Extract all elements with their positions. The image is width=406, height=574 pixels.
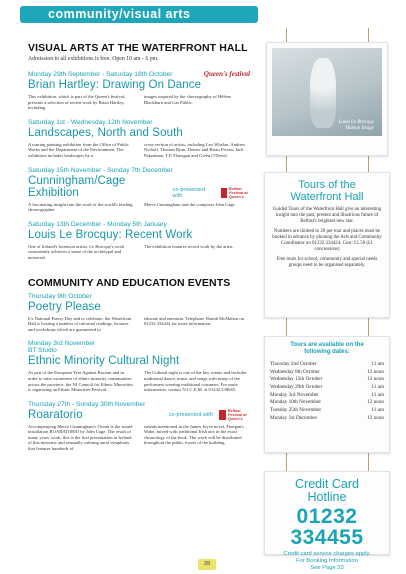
event-text-col2: images inspired by the choreography of Hélène Blackburn and Cas Public. bbox=[144, 94, 231, 105]
schedule-time: 11 am bbox=[371, 406, 384, 413]
event-text-col1: A fascinating insight into the work of the world's leading choreographer bbox=[28, 201, 133, 213]
community-heading: COMMUNITY AND EDUCATION EVENTS bbox=[28, 276, 231, 289]
event-poetry-please bbox=[28, 293, 250, 333]
schedule-day: Thursday 2nd October bbox=[270, 360, 317, 367]
schedule-row bbox=[265, 406, 389, 414]
event-title: Landscapes, North and South bbox=[28, 126, 183, 139]
tours-text-intro: Guided Tours of the Waterfront Hall give an interesting insight into the past, present and illustrious future of Belfast's brightest new star. bbox=[272, 207, 382, 224]
schedule-row bbox=[265, 368, 389, 376]
event-cunningham-cage bbox=[28, 167, 250, 213]
photo-card bbox=[266, 42, 388, 156]
schedule-time: 11 am bbox=[371, 391, 384, 398]
tour-schedule-card bbox=[264, 336, 390, 453]
schedule-day: Wednesday 15th October bbox=[270, 376, 323, 383]
sidebar bbox=[256, 28, 398, 571]
schedule-row bbox=[265, 398, 389, 406]
section-title: community/visual arts bbox=[48, 7, 191, 21]
event-brian-hartley bbox=[28, 70, 250, 111]
event-date: Thursday 27th - Sunday 30th November bbox=[28, 400, 146, 408]
event-date: Saturday 1st - Wednesday 12th November bbox=[28, 118, 153, 126]
visual-arts-subheading: Admission to all exhibitions is free. Open 10 am - 6 pm. bbox=[28, 56, 159, 62]
event-date: Monday 3rd November bbox=[28, 340, 96, 348]
event-date: Thursday 9th October bbox=[28, 292, 92, 300]
belfast-festival-logo bbox=[169, 409, 250, 421]
event-text-col1: As part of the European Year Against Racism and in order to raise awareness of ethnic minority communities across the province, the NI Council for Ethnic Minorities is organising an Ethnic Minorities Festival. bbox=[28, 370, 133, 393]
schedule-row bbox=[265, 391, 389, 399]
rope-decoration bbox=[368, 28, 369, 42]
main-column bbox=[28, 28, 250, 452]
header-dots-decoration bbox=[6, 11, 22, 19]
queens-festival-logo: Queen's festival bbox=[203, 70, 250, 78]
event-text-col2: educate and entertain. Telephone Niamh McMahon on 01232 334424 for more information. bbox=[144, 315, 244, 327]
rope-decoration bbox=[368, 318, 369, 336]
event-title: Roaratorio bbox=[28, 408, 83, 421]
section-title-bar bbox=[20, 6, 258, 23]
event-text-col2: The Cultural night is one of the key events and includes traditional dance, music and songs with many of the performers wearing traditional costumes. For more information, contact N.I.C.E.M. at 01232 238645. bbox=[144, 370, 247, 393]
schedule-day: Wednesday 29th October bbox=[270, 383, 323, 390]
festival-logo-text: Belfast Festival at Queen's bbox=[229, 186, 248, 199]
rope-decoration bbox=[286, 28, 287, 42]
event-text-col1: A touring painting exhibition from the Office of Public Works and the Department of the Environment. The exhibition includes landscapes by a bbox=[28, 141, 129, 158]
belfast-festival-logo bbox=[173, 187, 250, 199]
event-date: Monday 29th September - Saturday 18th October bbox=[28, 70, 173, 78]
schedule-time: 12 noon bbox=[367, 368, 384, 375]
rope-decoration bbox=[368, 156, 369, 172]
event-text-col2: Merce Cunningham and the composer John Cage. bbox=[144, 201, 236, 207]
event-text-col1: This exhibition, which is part of the Queen's festival, presents a selection of recent work by Brian Hartley, including bbox=[28, 94, 126, 111]
section-header bbox=[0, 0, 406, 26]
schedule-time: 12 noon bbox=[367, 399, 384, 406]
tours-card bbox=[264, 172, 390, 318]
hotline-title: Credit Card Hotline bbox=[295, 477, 359, 504]
event-title: Brian Hartley: Drawing On Dance bbox=[28, 79, 202, 91]
event-le-brocquy bbox=[28, 221, 250, 261]
schedule-day: Monday 10th November bbox=[270, 399, 322, 406]
festival-logo-text: Belfast Festival at Queen's bbox=[228, 408, 247, 421]
event-text-col1: Accompanying Merce Cunningham's Ocean is the sound installation ROARATORIO by John Cage. The result of many years' work, this is the first presentation in Ireland of this mesostic and sensually calming aural symphony that features hundreds of bbox=[28, 423, 133, 452]
event-text-col1: It's National Poetry Day and to celebrate, the Waterfront Hall is hosting a number of informal readings, lectures and workshops which are guaranteed to bbox=[28, 315, 132, 332]
sculpture-photo bbox=[272, 48, 382, 136]
co-presented-label: co-presented with bbox=[168, 411, 213, 418]
schedule-row bbox=[265, 375, 389, 383]
event-ethnic-minority bbox=[28, 340, 250, 392]
schedule-heading: Tours are available on the following dates: bbox=[290, 342, 364, 355]
schedule-day: Wednesday 8th October bbox=[270, 368, 320, 375]
rope-decoration bbox=[286, 318, 287, 336]
event-text-col2: The exhibition features recent work by the artist. bbox=[144, 243, 234, 249]
hotline-number: 01232 334455 bbox=[290, 505, 364, 549]
photo-caption: Louis Le Brocquy Human Image bbox=[338, 120, 374, 131]
event-date: Saturday 13th December - Monday 5th January bbox=[28, 220, 167, 228]
rope-decoration bbox=[368, 453, 369, 471]
schedule-day: Monday 1st December bbox=[270, 414, 318, 421]
event-text-col2: cross-section of artists, including Leo Whelan, Andrew Nicholl, Thomas Ryan, Denise and Brian Ferran, Jack Pakenham, T.P. Flanagan and Gwen O'Dowd. bbox=[144, 141, 246, 158]
tours-title: Tours of the Waterfront Hall bbox=[290, 179, 364, 203]
schedule-time: 12 noon bbox=[367, 414, 384, 421]
event-text-col2: sounds mentioned in the James Joyce novel, Finegan's Wake, mixed with traditional Irish airs in the exact chronology of the book. The work will be distributed throughout the public foyers of the building. bbox=[144, 423, 244, 446]
schedule-time: 12 noon bbox=[367, 376, 384, 383]
tours-text-booking: Numbers are limited to 20 per tour and places must be booked in advance by phoning the Arts and Community Coordinator on 01232 334424. Cost: £1.50 (£1 concessions) bbox=[272, 229, 382, 252]
rope-decoration bbox=[286, 453, 287, 471]
event-title: Poetry Please bbox=[28, 300, 101, 313]
event-text-col1: One of Ireland's foremost artists, Le Brocquy's work consistently achieves a sense of the archetypal and universal. bbox=[28, 243, 125, 260]
hotline-note: Credit card service charges apply. For Booking Information See Page 33 bbox=[283, 551, 371, 571]
credit-card-hotline-card bbox=[264, 471, 390, 571]
event-landscapes bbox=[28, 119, 250, 159]
schedule-time: 11 am bbox=[371, 383, 384, 390]
event-venue: BT Studio bbox=[28, 347, 57, 355]
schedule-row bbox=[265, 360, 389, 368]
tours-text-groups: Free tours for school, community and special needs groups need to be organised separately. bbox=[276, 257, 378, 268]
schedule-row bbox=[265, 414, 389, 422]
event-date: Saturday 15th November - Sunday 7th December bbox=[28, 166, 173, 174]
event-title: Louis Le Brocquy: Recent Work bbox=[28, 228, 193, 241]
schedule-row bbox=[265, 383, 389, 391]
sculpture-figure-image bbox=[310, 58, 336, 128]
event-title: Ethnic Minority Cultural Night bbox=[28, 355, 180, 368]
schedule-day: Monday 3rd November bbox=[270, 391, 319, 398]
rope-decoration bbox=[286, 156, 287, 172]
page-number: 39 bbox=[198, 559, 216, 570]
visual-arts-heading: VISUAL ARTS AT THE WATERFRONT HALL bbox=[28, 42, 248, 54]
festival-flag-icon bbox=[219, 410, 226, 420]
co-presented-label: co-presented with bbox=[172, 186, 206, 199]
event-title: Cunningham/Cage Exhibition bbox=[28, 174, 126, 199]
schedule-day: Tuesday 25th November bbox=[270, 406, 322, 413]
festival-flag-icon bbox=[221, 188, 228, 198]
event-roaratorio bbox=[28, 401, 250, 452]
schedule-table bbox=[265, 360, 389, 422]
schedule-time: 11 am bbox=[371, 360, 384, 367]
